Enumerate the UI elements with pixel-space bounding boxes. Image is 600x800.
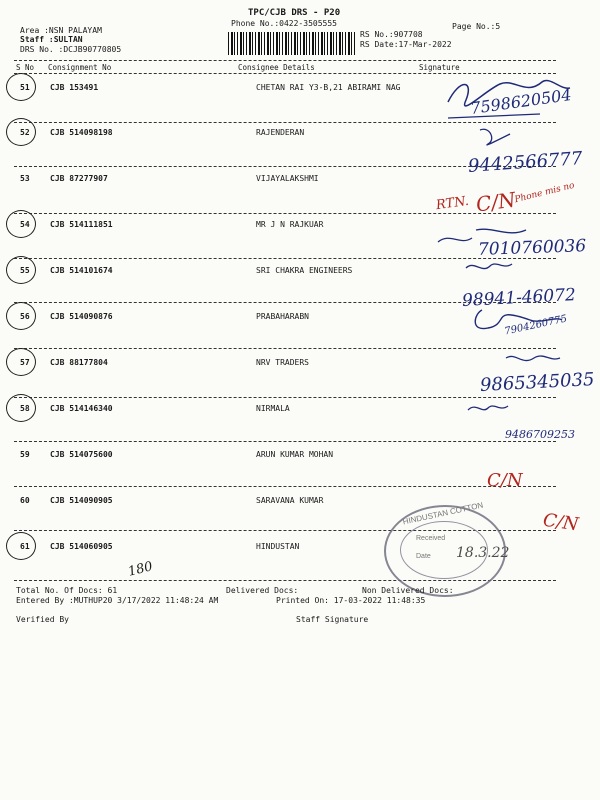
rs-date: RS Date:17-Mar-2022 — [360, 40, 452, 49]
stamp-company: HINDUSTAN COTTON — [401, 500, 484, 527]
handwritten-phone: 7904260775 — [503, 313, 569, 338]
handwritten-phone: 7598620504 — [469, 85, 573, 118]
handwritten-phone: 98941-46072 — [461, 285, 577, 311]
table-row — [0, 542, 600, 582]
handwritten-cn: C/N — [487, 470, 523, 491]
stamp-received: Received — [416, 535, 446, 542]
handwritten-note: Phone mis no — [513, 180, 576, 206]
row-consignee: CHETAN RAI Y3-B,21 ABIRAMI NAG — [256, 83, 401, 92]
handwritten-phone: 7010760036 — [477, 236, 587, 260]
row-sno: 59 — [20, 450, 30, 459]
row-consignment: CJB 514090905 — [50, 496, 113, 505]
total-docs: Total No. Of Docs: 61 — [16, 586, 118, 595]
row-consignee: RAJENDERAN — [256, 128, 305, 137]
row-sno: 60 — [20, 496, 30, 505]
staff-signature: Staff Signature — [296, 615, 369, 624]
barcode — [228, 32, 355, 55]
col-sno: S No — [16, 63, 35, 72]
handwritten-cn: C/N — [541, 509, 580, 536]
non-delivered-docs: Non Delivered Docs: — [362, 586, 454, 595]
col-consignment: Consignment No — [48, 63, 112, 72]
row-sno: 51 — [20, 83, 30, 92]
row-sno: 53 — [20, 174, 30, 183]
row-sno: 58 — [20, 404, 30, 413]
row-consignee: MR J N RAJKUAR — [256, 220, 324, 229]
staff-label: Staff :SULTAN — [20, 35, 83, 44]
document-title: TPC/CJB DRS - P20 — [248, 8, 341, 18]
handwritten-phone: 9865345035 — [479, 369, 596, 396]
row-consignee: ARUN KUMAR MOHAN — [256, 450, 334, 459]
header-divider-top — [14, 60, 556, 61]
handwritten-cn: C/N — [474, 187, 518, 217]
row-consignment: CJB 514111851 — [50, 220, 113, 229]
handwritten-phone: 9442566777 — [467, 148, 584, 177]
handwritten-count: 180 — [126, 559, 155, 580]
row-consignment: CJB 514146340 — [50, 404, 113, 413]
handwritten-note: RTN. — [435, 193, 470, 214]
row-sno: 56 — [20, 312, 30, 321]
row-consignment: CJB 87277907 — [50, 174, 108, 183]
row-consignment: CJB 153491 — [50, 83, 99, 92]
area-label: Area :NSN PALAYAM — [20, 26, 102, 35]
row-sno: 55 — [20, 266, 30, 275]
row-consignee: NRV TRADERS — [256, 358, 309, 367]
row-sno: 61 — [20, 542, 30, 551]
phone-number: Phone No.:0422-3505555 — [231, 19, 337, 28]
row-consignee: SRI CHAKRA ENGINEERS — [256, 266, 353, 275]
row-consignee: PRABAHARABN — [256, 312, 309, 321]
row-divider — [14, 486, 556, 487]
page-number: Page No.:5 — [452, 22, 501, 31]
row-consignee: NIRMALA — [256, 404, 290, 413]
printed-on: Printed On: 17-03-2022 11:48:35 — [276, 596, 426, 605]
delivered-docs: Delivered Docs: — [226, 586, 299, 595]
row-consignment: CJB 514098198 — [50, 128, 113, 137]
row-consignee: VIJAYALAKSHMI — [256, 174, 319, 183]
row-consignment: CJB 514075600 — [50, 450, 113, 459]
row-consignment: CJB 514101674 — [50, 266, 113, 275]
row-consignment: CJB 514090876 — [50, 312, 113, 321]
stamp-date-label: Date — [416, 553, 431, 560]
stamp-date-handwritten: 18.3.22 — [456, 545, 510, 561]
row-sno: 57 — [20, 358, 30, 367]
col-consignee: Consignee Details — [238, 63, 315, 72]
signature-scribble — [430, 70, 580, 450]
row-consignee: HINDUSTAN — [256, 542, 300, 551]
col-signature: Signature — [419, 63, 460, 72]
verified-by: Verified By — [16, 615, 69, 624]
row-consignment: CJB 88177804 — [50, 358, 108, 367]
entered-by: Entered By :MUTHUP20 3/17/2022 11:48:24 AM — [16, 596, 219, 605]
row-sno: 54 — [20, 220, 30, 229]
row-consignment: CJB 514060905 — [50, 542, 113, 551]
drs-number: DRS No. :DCJB90770805 — [20, 45, 122, 54]
company-stamp — [384, 500, 510, 597]
rs-number: RS No.:907708 — [360, 30, 423, 39]
row-sno: 52 — [20, 128, 30, 137]
handwritten-phone: 9486709253 — [505, 428, 575, 441]
row-consignee: SARAVANA KUMAR — [256, 496, 324, 505]
